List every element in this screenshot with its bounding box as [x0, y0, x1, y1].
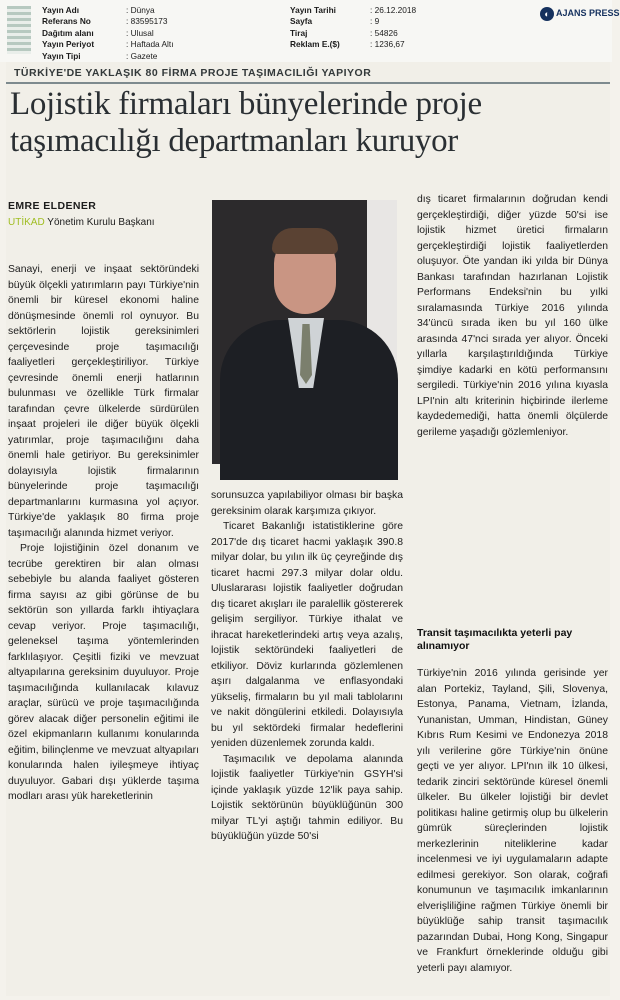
article-column-1 — [8, 262, 199, 805]
article-column-2 — [211, 488, 403, 845]
paragraph: Türkiye'nin 2016 yılında gerisinde yer alan Portekiz, Tayland, Şili, Slovenya, Estonya, Panama, Vietnam, İzlanda, Yunanistan, Umman, Hindistan, Güney Kıbrıs Rum Kesimi ve Endonezya 2018 yılı verilerine göre Türkiye'nin önüne geçti ve yer alıyor. LPI'nın ilk 10 ülkesi, tedarik zinciri sektöründe küresel önemli ülkeler. Bu ülkeler lojistiği bir devlet politikası haline getirmiş olup bu ülkelerin gümrük süreçlerinden lojistik merkezlerinin niteliklerine kadar incelenmesi ve iyi uygulamaların adapte edilmesi gerekiyor. Son olarak, coğrafi konumunun ve taşımacılık imkanlarının elverişliliğine rağmen Türkiye önemli bir büyüklüğe sahip transit taşımacılık pazarından Dubai, Hong Kong, Singapur ve Frankfurt örneklerinde olduğu gibi yeterli payı alamıyor. — [417, 668, 608, 974]
paragraph: Taşımacılık ve depolama alanında lojistik faaliyetler Türkiye'nin GSYH'si içinde yaklaşık yüzde 12'lik paya sahip. Lojistik sektörünün büyüklüğünün 300 milyar TL'yi aştığı tahmin ediliyor. Bu büyüklüğün yüzde 50'si — [211, 753, 403, 842]
paragraph: Proje lojistiğinin özel donanım ve tecrübe gerektiren bir alan olması sebebiyle bu alanda faaliyet gösteren firma sayısı az gibi görünse de bu sektörün son yıllarda farklı ihtiyaçlara cevap veriyor. Proje taşımacılığı, geleneksel taşıma yöntemlerinden farklılaşıyor. Çeşitli fiziki ve mevzuat altyapılarına gereksinim duyuluyor. Proje taşımacılığında kullanılacak kılavuz araçlar, sürücü ve proje taşımacılığında görev alacak diğer personelin eğitimi ile özel ekipmanların kullanımı konularında eğitim, bilinçlenme ve mevzuat altyapıları konularında halen iyileşmeye ihtiyaç duyuluyor. Gabari dışı yüklerde taşıma modları arası yük hareketlerinin — [8, 543, 199, 802]
article-kicker: TÜRKİYE'DE YAKLAŞIK 80 FİRMA PROJE TAŞIMACILIĞI YAPIYOR — [14, 67, 372, 79]
clipping-meta-header — [0, 0, 620, 62]
article-subheading: Transit taşımacılıkta yeterli pay alınamıyor — [417, 627, 573, 652]
kicker-divider — [6, 82, 610, 84]
meta-row: Yayın Periyot : Haftada Altı — [42, 39, 174, 50]
meta-row: Tiraj : 54826 — [290, 27, 398, 38]
meta-row: Yayın Adı : Dünya — [42, 5, 155, 15]
meta-right-column — [290, 5, 416, 51]
meta-row: Yayın Tipi : Gazete — [42, 50, 158, 61]
paragraph: Ticaret Bakanlığı istatistiklerine göre 2017'de dış ticaret hacmi yaklaşık 390.8 milyar dolar, bu yılın ilk üç çeyreğinde dış ticaret hacmi 297.3 milyar dolar oldu. Uluslararası lojistik faaliyetler doğrudan dış ticaret akışları ile paralellik göstererek gelişim sergiliyor. Türkiye ithalat ve ihracat hareketlerindeki artış veya azalış, lojistik sektöründeki faaliyetleri de etkiliyor. Döviz kurlarında gözlemlenen aşırı dalgalanma ve enflasyondaki yükseliş, firmaların bu yıl mali tablolarını ve nakit döngülerini etkiledi. Dolayısıyla bu yıl sektördeki firmalar hedeflerini yeniden düzenlemek zorunda kaldı. — [211, 521, 403, 749]
newspaper-article — [6, 62, 610, 996]
ajans-press-logo: ◐ AJANS PRESS — [540, 6, 610, 36]
paragraph: Sanayi, enerji ve inşaat sektöründeki büyük ölçekli yatırımların payı Türkiye'nin önemli bir küresel ekonomi haline dönüşmesinde önemli rol oynuyor. Bu sektörlerin lojistik gereksinimleri çerçevesinde proje taşımacılığı faaliyetleri gerçekleştiriliyor. Türkiye çevresinde önemli enerji hatlarının bulunması ve özellikle Türk firmalar tarafından çevre ülkelerde sürdürülen inşaat projeleri ile diğer büyük ölçekli yatırımlar, proje taşımacılığını daha önemli hale getiriyor. Bu gereksinimler dolayısıyla lojistik firmalarının bünyelerinde proje taşımacılığı departmanlarını kurmasına yol açıyor. Türkiye'de yaklaşık 80 firma proje taşımacılığı alanında hizmet veriyor. — [8, 264, 199, 539]
meta-row: Reklam E.($) : 1236,67 — [290, 39, 405, 50]
article-column-3-continued — [417, 666, 608, 976]
article-column-3 — [417, 192, 608, 440]
meta-row: Referans No : 83595173 — [42, 16, 168, 27]
article-headline: Lojistik firmaları bünyelerinde proje taşımacılığı departmanları kuruyor — [10, 86, 482, 159]
author-name: EMRE ELDENER — [8, 200, 97, 212]
paragraph: dış ticaret firmalarının doğrudan kendi gerçekleştirdiği, diğer yüzde 50'si ise lojistik hizmet üretici firmaların gerçekleştirdiği lojistik faaliyetlerden oluşuyor. Öte yandan iki yılda bir Dünya Bankası tarafından hazırlanan Lojistik Performans Endeksi'nin bu yılki sıralamasında Türkiye 2016 yılında 34'üncü sırada iken bu yıl 160 ülke arasında 47'nci sırada yer alıyor. Önceki yıllarla karşılaştırıldığında Türkiye şimdiye kadarki en kötü performansını sergiledi. Türkiye'nin 2016 yılına kıyasla LPI'nin altı kriterinin hiçbirinde ilerleme kaydedemediği, hatta önemli ölçülerde gerileme yaşadığı gözlemleniyor. — [417, 194, 608, 438]
author-photo — [212, 200, 397, 464]
meta-row: Sayfa : 9 — [290, 16, 380, 27]
author-title — [8, 216, 155, 229]
org-acronym: UTİKAD — [8, 217, 45, 228]
logo-globe-icon: ◐ — [540, 7, 554, 21]
org-role: Yönetim Kurulu Başkanı — [44, 217, 155, 228]
meta-row: Yayın Tarihi : 26.12.2018 — [290, 5, 417, 15]
meta-left-column — [42, 5, 174, 62]
photo-hair — [272, 228, 338, 254]
newspaper-thumbnail — [7, 6, 31, 54]
paragraph: sorunsuzca yapılabiliyor olması bir başka gereksinim olarak karşımıza çıkıyor. — [211, 490, 403, 517]
meta-row: Dağıtım alanı : Ulusal — [42, 27, 154, 38]
